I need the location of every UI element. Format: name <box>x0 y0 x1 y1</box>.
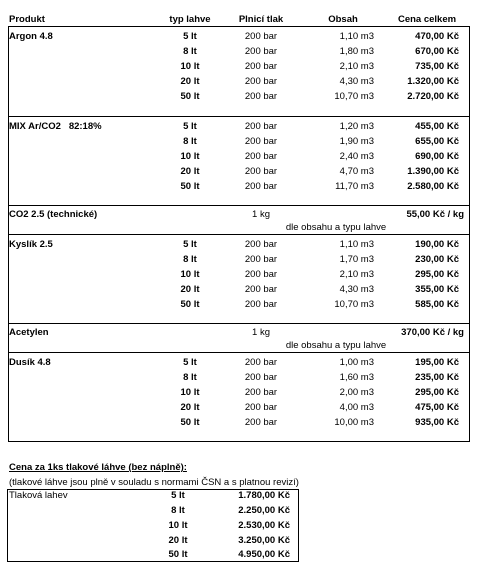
cell-obsah: 1,60 m3 <box>339 372 374 383</box>
header-typ-lahve: typ lahve <box>169 14 211 25</box>
cell-obsah: 4,30 m3 <box>339 284 374 295</box>
cell-obsah: 10,70 m3 <box>334 299 374 310</box>
cell-cena: 55,00 Kč / kg <box>406 209 464 220</box>
cell-cena: 670,00 Kč <box>415 46 459 57</box>
cell-typ: 10 lt <box>180 151 200 162</box>
cell-cena: 2.530,00 Kč <box>238 520 290 531</box>
cell-cena: 370,00 Kč / kg <box>401 327 464 338</box>
cell-tlak: 200 bar <box>244 372 278 383</box>
cell-typ: 10 lt <box>180 387 200 398</box>
cell-typ: 5 lt <box>183 357 197 368</box>
cell-typ: 50 lt <box>180 181 200 192</box>
cell-obsah: 1,20 m3 <box>339 121 374 132</box>
cell-obsah: 4,30 m3 <box>339 76 374 87</box>
cell-cena: 2.580,00 Kč <box>407 181 459 192</box>
cell-tlak: 200 bar <box>244 357 278 368</box>
cell-cena: 230,00 Kč <box>415 254 459 265</box>
cell-tlak: 200 bar <box>244 254 278 265</box>
cell-tlak: 200 bar <box>244 239 278 250</box>
cell-typ: 5 lt <box>183 31 197 42</box>
cell-obsah: 10,70 m3 <box>334 91 374 102</box>
cell-typ: 8 lt <box>171 505 185 516</box>
cell-obsah: 1,90 m3 <box>339 136 374 147</box>
cell-cena: 295,00 Kč <box>415 269 459 280</box>
footer-table-border-bottom <box>7 561 299 562</box>
product-name-acetylen: Acetylen <box>9 327 49 338</box>
cell-note: dle obsahu a typu lahve <box>285 222 387 233</box>
cell-obsah: 2,00 m3 <box>339 387 374 398</box>
cell-tlak: 200 bar <box>244 76 278 87</box>
cell-obsah: 4,00 m3 <box>339 402 374 413</box>
cell-obsah: 1,10 m3 <box>339 31 374 42</box>
cell-unit: 1 kg <box>252 209 270 220</box>
cell-obsah: 4,70 m3 <box>339 166 374 177</box>
cell-obsah: 11,70 m3 <box>335 181 374 192</box>
cell-cena: 295,00 Kč <box>415 387 459 398</box>
cell-typ: 10 lt <box>168 520 188 531</box>
footer-title: Cena za 1ks tlakové láhve (bez náplně): <box>9 462 187 473</box>
product-name-dusik: Dusík 4.8 <box>9 357 51 368</box>
group-divider <box>8 116 470 117</box>
cell-cena: 470,00 Kč <box>415 31 459 42</box>
cell-typ: 50 lt <box>168 549 188 560</box>
footer-subtitle: (tlakové láhve jsou plně v souladu s normami ČSN a s platnou revizí) <box>9 477 299 488</box>
cell-unit: 1 kg <box>252 327 270 338</box>
cell-obsah: 1,00 m3 <box>339 357 374 368</box>
cell-tlak: 200 bar <box>244 46 278 57</box>
cell-tlak: 200 bar <box>244 91 278 102</box>
cell-cena: 655,00 Kč <box>415 136 459 147</box>
cell-tlak: 200 bar <box>244 299 278 310</box>
cell-cena: 3.250,00 Kč <box>238 535 290 546</box>
cell-cena: 475,00 Kč <box>415 402 459 413</box>
cell-tlak: 200 bar <box>244 181 278 192</box>
cell-tlak: 200 bar <box>244 284 278 295</box>
cell-typ: 5 lt <box>183 239 197 250</box>
cell-cena: 190,00 Kč <box>415 239 459 250</box>
header-produkt: Produkt <box>9 14 45 25</box>
cell-typ: 20 lt <box>180 402 200 413</box>
cell-tlak: 200 bar <box>244 402 278 413</box>
group-divider <box>8 323 470 324</box>
cell-tlak: 200 bar <box>244 61 278 72</box>
cell-obsah: 1,80 m3 <box>339 46 374 57</box>
cell-tlak: 200 bar <box>244 166 278 177</box>
cell-typ: 50 lt <box>180 91 200 102</box>
cell-cena: 935,00 Kč <box>415 417 459 428</box>
footer-table-border-right <box>298 489 299 561</box>
cell-cena: 355,00 Kč <box>415 284 459 295</box>
cell-cena: 585,00 Kč <box>415 299 459 310</box>
cell-tlak: 200 bar <box>244 151 278 162</box>
cell-cena: 1.390,00 Kč <box>407 166 459 177</box>
cell-cena: 690,00 Kč <box>415 151 459 162</box>
cell-typ: 8 lt <box>183 136 197 147</box>
table-border-top <box>8 26 470 27</box>
cell-cena: 2.250,00 Kč <box>238 505 290 516</box>
cell-cena: 235,00 Kč <box>415 372 459 383</box>
cell-typ: 20 lt <box>180 76 200 87</box>
cell-cena: 455,00 Kč <box>415 121 459 132</box>
cell-note: dle obsahu a typu lahve <box>285 340 387 351</box>
cell-obsah: 2,10 m3 <box>339 269 374 280</box>
cell-tlak: 200 bar <box>244 121 278 132</box>
cell-typ: 50 lt <box>180 299 200 310</box>
cell-typ: 5 lt <box>171 490 185 501</box>
cell-tlak: 200 bar <box>244 31 278 42</box>
header-cena-celkem: Cena celkem <box>397 14 457 25</box>
cell-typ: 20 lt <box>180 284 200 295</box>
cell-typ: 50 lt <box>180 417 200 428</box>
product-name-mix: MIX Ar/CO2 82:18% <box>9 121 102 132</box>
cell-typ: 8 lt <box>183 254 197 265</box>
cell-obsah: 1,10 m3 <box>339 239 374 250</box>
cell-typ: 10 lt <box>180 269 200 280</box>
group-divider <box>8 352 470 353</box>
cell-tlak: 200 bar <box>244 387 278 398</box>
cell-cena: 1.320,00 Kč <box>407 76 459 87</box>
cell-typ: 10 lt <box>180 61 200 72</box>
product-name-co2: CO2 2.5 (technické) <box>9 209 98 220</box>
header-obsah: Obsah <box>328 14 358 25</box>
cell-cena: 2.720,00 Kč <box>407 91 459 102</box>
cell-tlak: 200 bar <box>244 417 278 428</box>
cell-obsah: 10,00 m3 <box>334 417 374 428</box>
cell-tlak: 200 bar <box>244 136 278 147</box>
product-name-kyslik: Kyslík 2.5 <box>9 239 53 250</box>
footer-label: Tlaková lahev <box>9 490 68 501</box>
product-name-argon: Argon 4.8 <box>9 31 53 42</box>
table-border-bottom <box>8 441 470 442</box>
header-plnici-tlak: Plnicí tlak <box>238 14 284 25</box>
cell-typ: 8 lt <box>183 372 197 383</box>
cell-obsah: 2,10 m3 <box>339 61 374 72</box>
cell-tlak: 200 bar <box>244 269 278 280</box>
cell-cena: 195,00 Kč <box>415 357 459 368</box>
cell-typ: 8 lt <box>183 46 197 57</box>
cell-cena: 4.950,00 Kč <box>238 549 290 560</box>
cell-obsah: 2,40 m3 <box>339 151 374 162</box>
group-divider <box>8 234 470 235</box>
cell-obsah: 1,70 m3 <box>339 254 374 265</box>
cell-typ: 5 lt <box>183 121 197 132</box>
group-divider <box>8 205 470 206</box>
footer-table-border-left <box>7 489 8 561</box>
cell-typ: 20 lt <box>168 535 188 546</box>
cell-cena: 735,00 Kč <box>415 61 459 72</box>
cell-typ: 20 lt <box>180 166 200 177</box>
cell-cena: 1.780,00 Kč <box>238 490 290 501</box>
